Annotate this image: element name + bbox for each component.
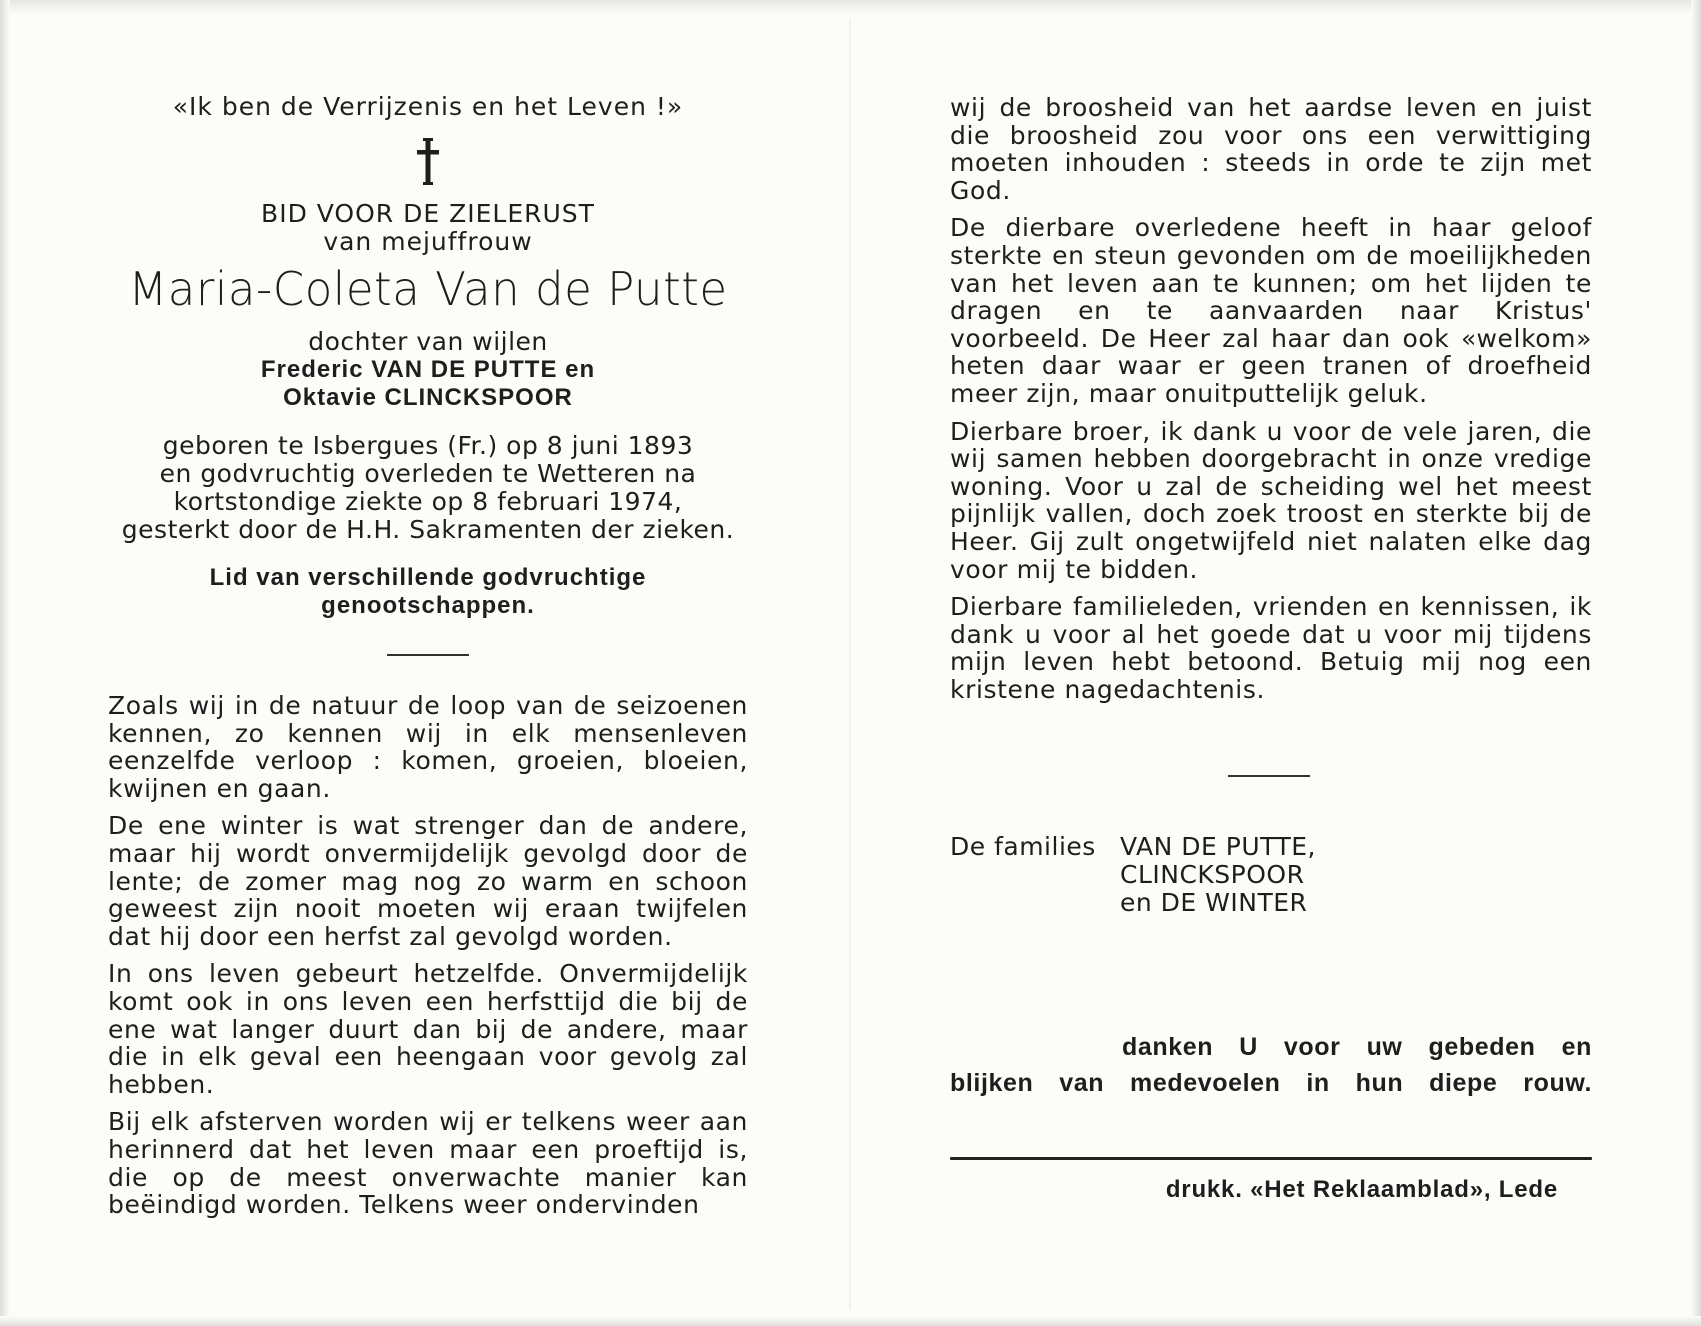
family-names <box>1120 833 1316 917</box>
families-block <box>950 833 1592 917</box>
divider <box>1228 775 1310 777</box>
family-name: CLINCKSPOOR <box>1120 860 1305 890</box>
thanks-line-1: danken U voor uw gebeden en <box>1122 1033 1592 1062</box>
family-name: en DE WINTER <box>1120 888 1308 918</box>
deceased-name: Maria-Coleta Van de Putte <box>128 262 728 316</box>
paragraph: Dierbare broer, ik dank u voor de vele jaren, die wij samen hebben doorgebracht in onze vredige woning. Voor u zal de scheiding wel het meest pijnlijk vallen, doch zoek troost en sterkte bij de Heer. Gij zult ongetwijfeld niet nalaten elke dag voor mij te bidden. <box>950 416 1592 584</box>
paper-edge-top <box>0 0 1701 14</box>
thanks-note <box>950 1029 1592 1101</box>
prayer-subheading: van mejuffrouw <box>323 227 533 256</box>
right-page <box>950 94 1592 1204</box>
paper-edge-left <box>0 0 10 1326</box>
family-name: VAN DE PUTTE, <box>1120 832 1316 862</box>
father-name: Frederic VAN DE PUTTE en <box>260 356 596 383</box>
detail-line: kortstondige ziekte op 8 februari 1974, <box>173 487 683 516</box>
membership-line-2: genootschappen. <box>321 592 535 619</box>
bottom-rule <box>950 1157 1592 1160</box>
detail-line: gesterkt door de H.H. Sakramenten der zieken. <box>121 515 735 544</box>
paragraph: wij de broosheid van het aardse leven en juist die broosheid zou voor ons een verwittiging moeten inhouden : steeds in orde te zijn met God. <box>950 93 1592 205</box>
left-page <box>108 90 748 1219</box>
right-text-body <box>950 94 1592 703</box>
membership-note <box>108 564 748 620</box>
birth-death-details <box>108 432 748 544</box>
paragraph: Bij elk afsterven worden wij er telkens weer aan herinnerd dat het leven maar een proeftijd is, die op de meest onverwachte manier kan beëindigd worden. Telkens weer ondervinden <box>108 1107 748 1220</box>
paper-edge-bottom <box>0 1316 1701 1326</box>
mother-name: Oktavie CLINCKSPOOR <box>283 384 573 411</box>
detail-line: en godvruchtig overleden te Wetteren na <box>159 459 697 488</box>
membership-line-1: Lid van verschillende godvruchtige <box>209 564 647 591</box>
paper-edge-right <box>1691 0 1701 1326</box>
paragraph: Zoals wij in de natuur de loop van de seizoenen kennen, zo kennen wij in elk mensenleven eenzelfde verloop : komen, groeien, bloeien, kwijnen en gaan. <box>108 691 748 803</box>
printer-credit: drukk. «Het Reklaamblad», Lede <box>1165 1176 1558 1204</box>
paragraph: Dierbare familieleden, vrienden en kennissen, ik dank u voor al het goede dat u voor mij tijdens mijn leven hebt betoond. Betuig mij nog een kristene nagedachtenis. <box>950 592 1592 704</box>
detail-line: geboren te Isbergues (Fr.) op 8 juni 1893 <box>162 431 694 460</box>
paragraph: De ene winter is wat strenger dan de andere, maar hij wordt onvermijdelijk gevolgd door de lente; de zomer mag nog zo warm en schoon geweest zijn nooit moeten wij eraan twijfelen dat hij door een herfst zal gevolgd worden. <box>108 811 748 951</box>
prayer-heading: BID VOOR DE ZIELERUST <box>261 199 595 228</box>
cross-icon <box>413 138 443 186</box>
center-fold <box>849 20 851 1310</box>
paragraph: In ons leven gebeurt hetzelfde. Onvermijdelijk komt ook in ons leven een herfsttijd die bij de ene wat langer duurt dan bij de andere, maar die in elk geval een heengaan voor gevolg zal hebben. <box>108 959 748 1099</box>
families-label: De families <box>950 832 1096 862</box>
paragraph: De dierbare overledene heeft in haar geloof sterkte en steun gevonden om de moeilijkheden van het leven aan te kunnen; om het lijden te dragen en te aanvaarden naar Kristus' voorbeeld. De Heer zal haar dan ook «welkom» heten daar waar er geen tranen of droefheid meer zijn, maar onuitputtelijk geluk. <box>950 213 1592 408</box>
thanks-line-2: blijken van medevoelen in hun diepe rouw. <box>950 1069 1592 1098</box>
scripture-quote: «Ik ben de Verrijzenis en het Leven !» <box>172 92 684 121</box>
divider <box>387 654 469 656</box>
left-text-body <box>108 692 748 1219</box>
daughter-of: dochter van wijlen <box>308 327 548 356</box>
